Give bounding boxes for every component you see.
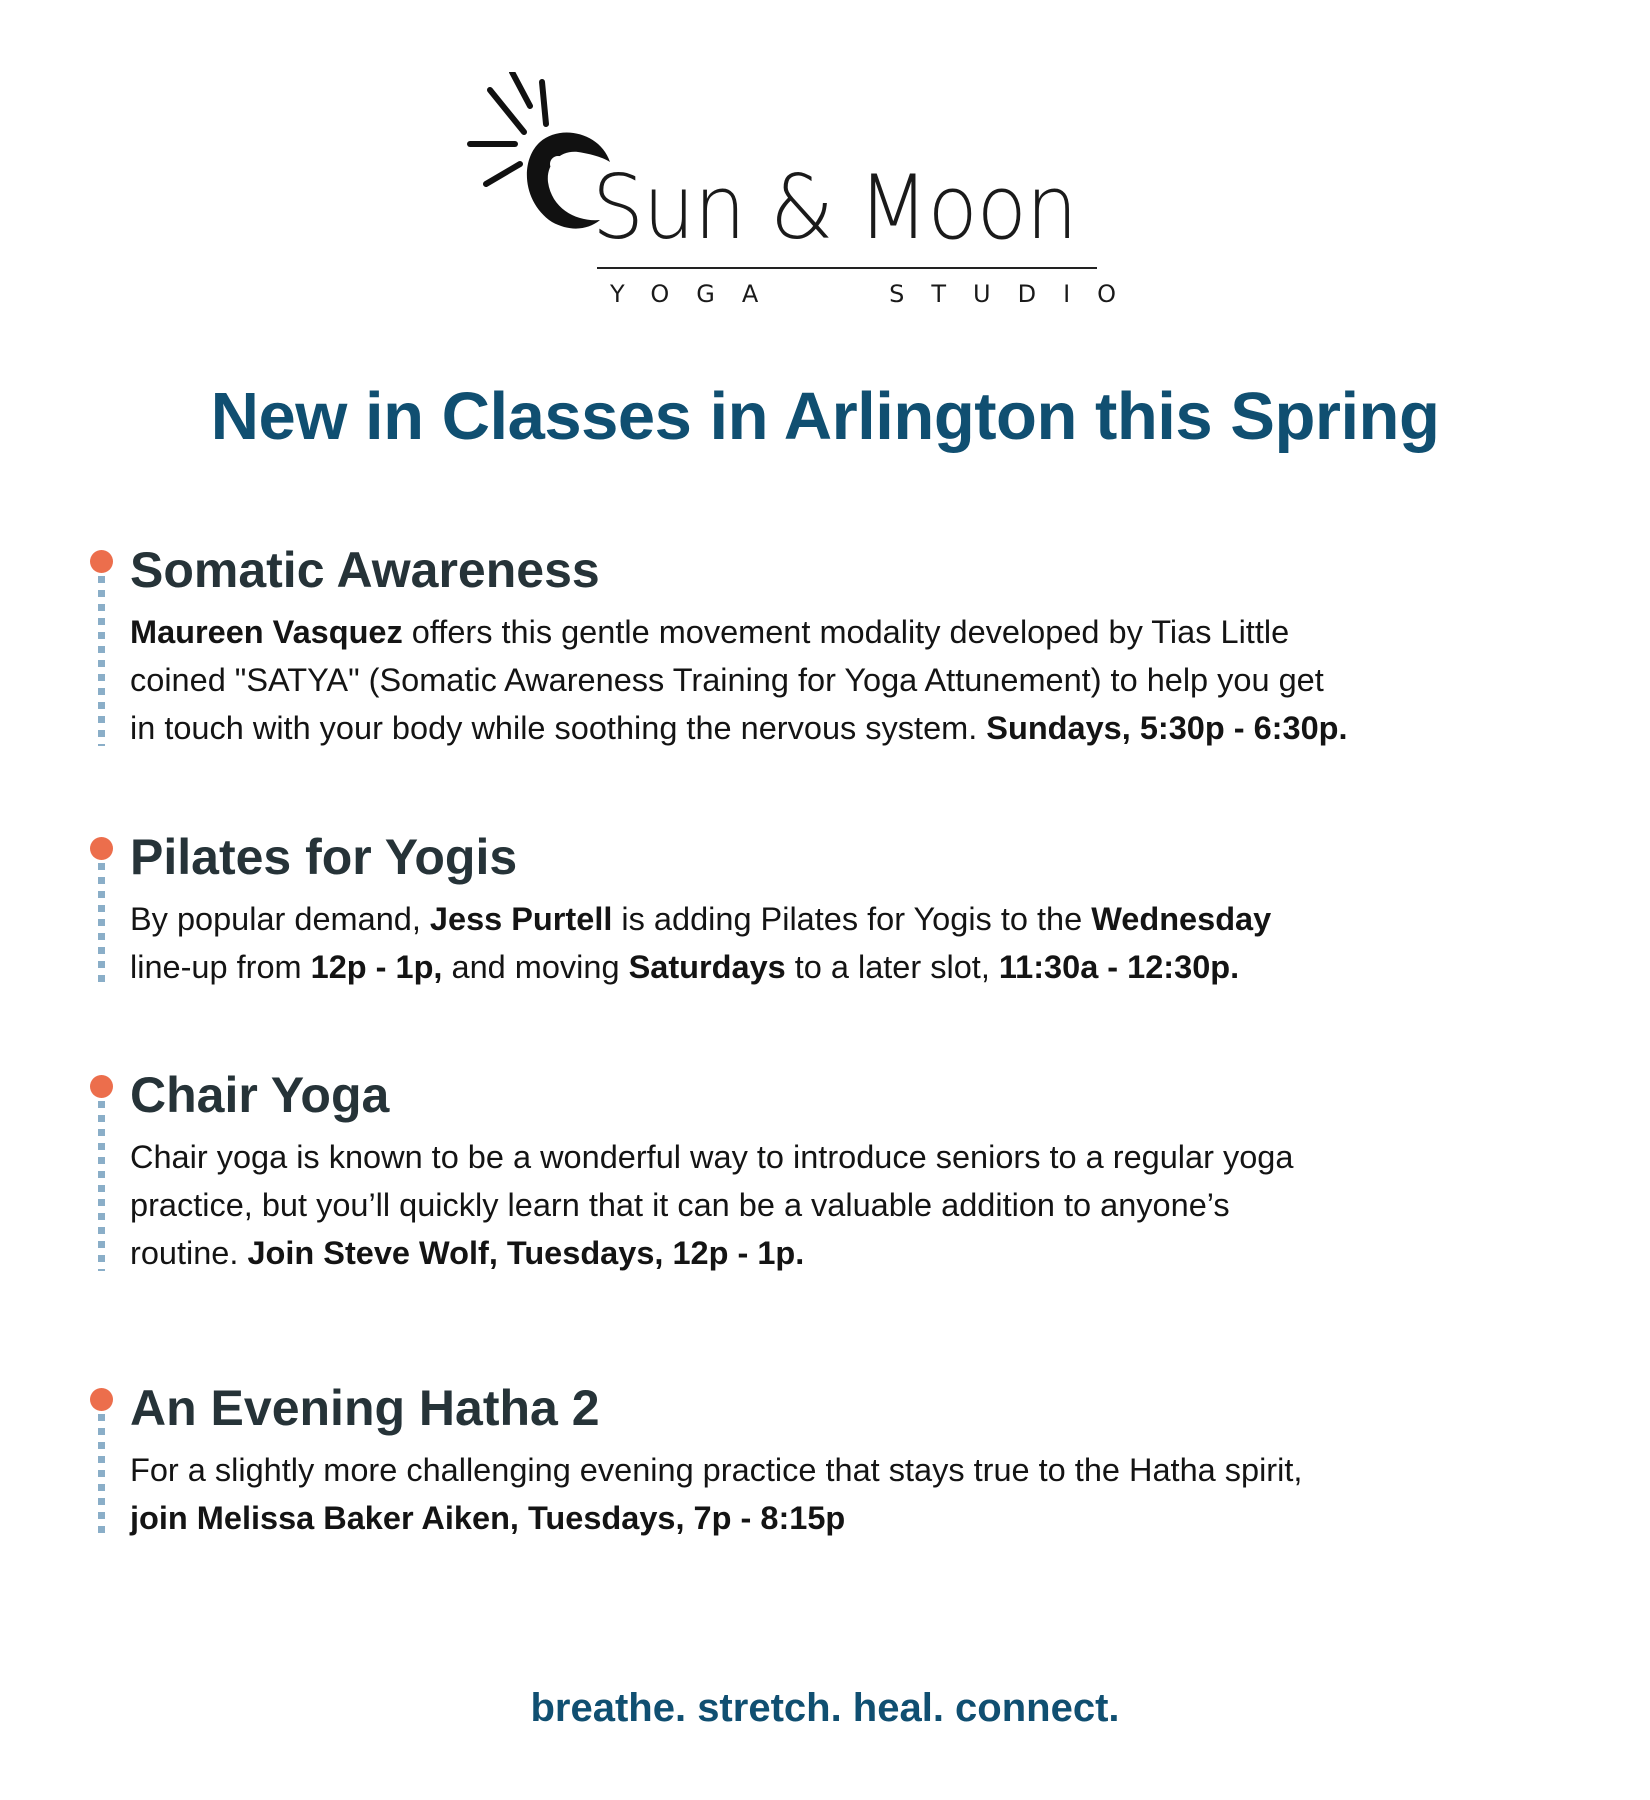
text-run: coined "SATYA" (Somatic Awareness Training for Yoga Attunement) to help you get (130, 662, 1324, 698)
text-run: practice, but you’ll quickly learn that it can be a valuable addition to anyone’s (130, 1187, 1230, 1223)
bold-text: Wednesday (1091, 901, 1272, 937)
bold-text: Maureen Vasquez (130, 614, 403, 650)
page-title: New in Classes in Arlington this Spring (210, 379, 1440, 454)
class-marker (90, 1065, 114, 1275)
bold-text: Sundays, 5:30p - 6:30p. (986, 710, 1348, 746)
marker-dotted-line (98, 863, 105, 987)
class-title: Somatic Awareness (130, 542, 600, 598)
text-run: is adding Pilates for Yogis to the (612, 901, 1092, 937)
bold-text: Jess Purtell (429, 901, 613, 937)
bold-text: 12p - 1p, (310, 949, 443, 985)
text-run: routine. (130, 1235, 248, 1271)
logo-subtitle: YOGA STUDIO (610, 280, 1144, 308)
class-description (130, 895, 1570, 991)
text-run: in touch with your body while soothing the nervous system. (130, 710, 987, 746)
logo-divider (597, 267, 1097, 269)
class-title: An Evening Hatha 2 (130, 1380, 600, 1436)
tagline: breathe. stretch. heal. connect. (530, 1686, 1120, 1730)
text-run: to a later slot, (785, 949, 999, 985)
text-run: and moving (442, 949, 629, 985)
bold-text: Join Steve Wolf, Tuesdays, 12p - 1p. (247, 1235, 805, 1271)
marker-dotted-line (98, 576, 105, 746)
marker-dot (90, 1388, 113, 1411)
text-run: offers this gentle movement modality developed by Tias Little (402, 614, 1290, 650)
text-run: Chair yoga is known to be a wonderful way to introduce seniors to a regular yoga (130, 1139, 1294, 1175)
text-run: line-up from (130, 949, 311, 985)
class-description (130, 1446, 1570, 1542)
studio-logo (460, 72, 1144, 322)
bold-text: 11:30a - 12:30p. (998, 949, 1240, 985)
text-run: For a slightly more challenging evening practice that stays true to the Hatha spirit, (130, 1452, 1303, 1488)
text-run: By popular demand, (130, 901, 430, 937)
marker-dotted-line (98, 1101, 105, 1271)
logo-wordmark: Sun & Moon (592, 156, 1077, 259)
marker-dotted-line (98, 1414, 105, 1538)
class-description (130, 1133, 1570, 1277)
marker-dot (90, 550, 113, 573)
marker-dot (90, 1075, 113, 1098)
class-title: Pilates for Yogis (130, 829, 518, 885)
class-description (130, 608, 1570, 752)
class-marker (90, 540, 114, 750)
class-title: Chair Yoga (130, 1067, 390, 1123)
class-marker (90, 1378, 114, 1588)
bold-text: join Melissa Baker Aiken, Tuesdays, 7p - 8:15p (130, 1500, 846, 1536)
class-marker (90, 827, 114, 1037)
marker-dot (90, 837, 113, 860)
bold-text: Saturdays (628, 949, 786, 985)
